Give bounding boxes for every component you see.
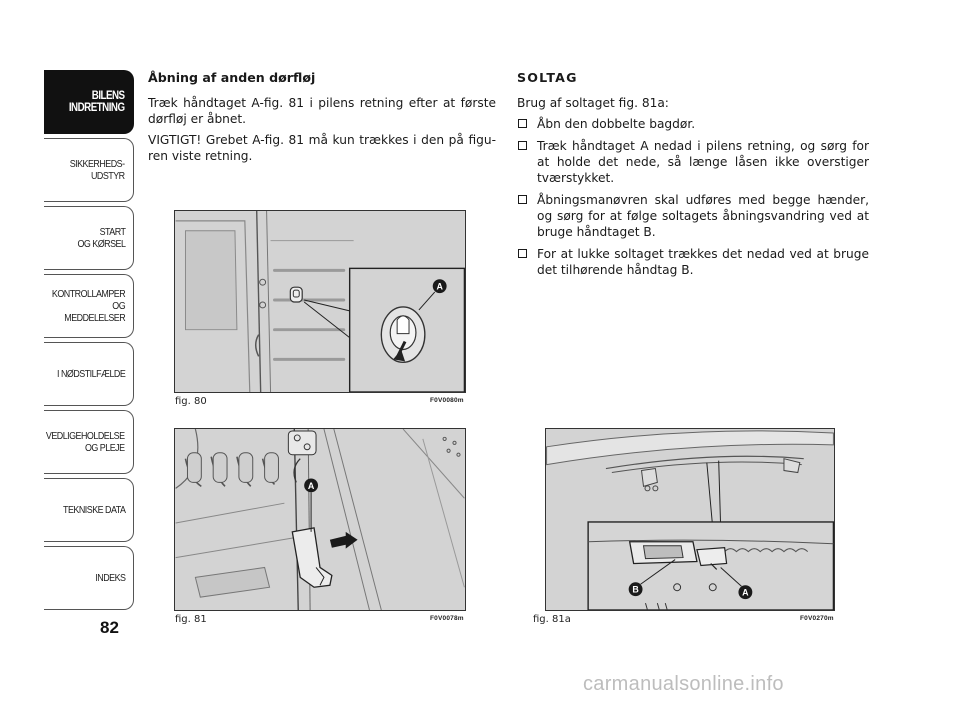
tab-bilens-indretning[interactable] bbox=[44, 70, 134, 134]
intro-paragraph: Brug af soltaget fig. 81a: bbox=[517, 96, 669, 110]
tab-indeks[interactable] bbox=[44, 546, 134, 610]
tab-i-nodstilfaelde[interactable] bbox=[44, 342, 134, 406]
tab-label: INDEKS bbox=[94, 572, 125, 584]
tab-label: I NØDSTILFÆLDE bbox=[56, 368, 125, 380]
sunroof-drawing bbox=[546, 429, 834, 610]
tab-label: VEDLIGEHOLDELSE OG PLEJE bbox=[46, 430, 125, 454]
door-handle-drawing bbox=[175, 211, 465, 392]
figure-code: F0V0270m bbox=[800, 615, 834, 622]
section-sunroof bbox=[517, 70, 869, 284]
warning-paragraph: VIGTIGT! Grebet A-fig. 81 må kun trækkes i den på figuren viste retning. bbox=[148, 133, 496, 163]
tab-label: SIKKERHEDS- UDSTYR bbox=[70, 158, 125, 182]
list-item: Træk håndtaget A nedad i pilens retning, og sørg for at holde det nede, så længe låsen ikke overstiger tværstykket. bbox=[517, 138, 869, 186]
callout-a-label: A bbox=[307, 480, 315, 491]
tab-kontrollamper[interactable] bbox=[44, 274, 134, 338]
list-item: Åbningsmanøvren skal udføres med begge hænder, og sørg for at følge soltagets åbningsvandring ved at bruge håndtaget B. bbox=[517, 192, 869, 240]
section-second-door bbox=[148, 70, 496, 169]
second-door-lever-drawing bbox=[175, 429, 465, 610]
figure-code: F0V0078m bbox=[430, 615, 464, 622]
section-heading: Åbning af anden dørfløj bbox=[148, 70, 316, 85]
figure-81-illustration bbox=[174, 428, 466, 611]
list-item: For at lukke soltaget trækkes det nedad ved at bruge det tilhørende håndtag B. bbox=[517, 246, 869, 278]
figure-caption: fig. 81 bbox=[175, 614, 207, 625]
paragraph: Træk håndtaget A-fig. 81 i pilens retning efter at første dørfløj er åbnet. bbox=[148, 96, 496, 126]
tab-label: BILENS INDRETNING bbox=[69, 90, 125, 114]
callout-a-label: A bbox=[436, 281, 443, 292]
callout-b-label: B bbox=[632, 584, 639, 595]
tab-label: TEKNISKE DATA bbox=[62, 504, 125, 516]
list-item: Åbn den dobbelte bagdør. bbox=[517, 116, 869, 132]
tab-vedligeholdelse[interactable] bbox=[44, 410, 134, 474]
watermark: carmanualsonline.info bbox=[583, 673, 784, 695]
section-heading: SOLTAG bbox=[517, 70, 578, 85]
figure-81a-illustration bbox=[545, 428, 835, 611]
figure-caption: fig. 80 bbox=[175, 396, 207, 407]
figure-code: F0V0080m bbox=[430, 397, 464, 404]
callout-a-label: A bbox=[742, 587, 749, 598]
tab-label: START OG KØRSEL bbox=[77, 226, 125, 250]
tab-start-og-korsel[interactable] bbox=[44, 206, 134, 270]
figure-caption: fig. 81a bbox=[533, 614, 571, 625]
figure-80-illustration bbox=[174, 210, 466, 393]
tab-label: KONTROLLAMPER OG MEDDELELSER bbox=[51, 288, 125, 324]
instruction-list bbox=[517, 116, 869, 278]
tab-sikkerhedsudstyr[interactable] bbox=[44, 138, 134, 202]
tab-tekniske-data[interactable] bbox=[44, 478, 134, 542]
page-number: 82 bbox=[100, 618, 119, 637]
